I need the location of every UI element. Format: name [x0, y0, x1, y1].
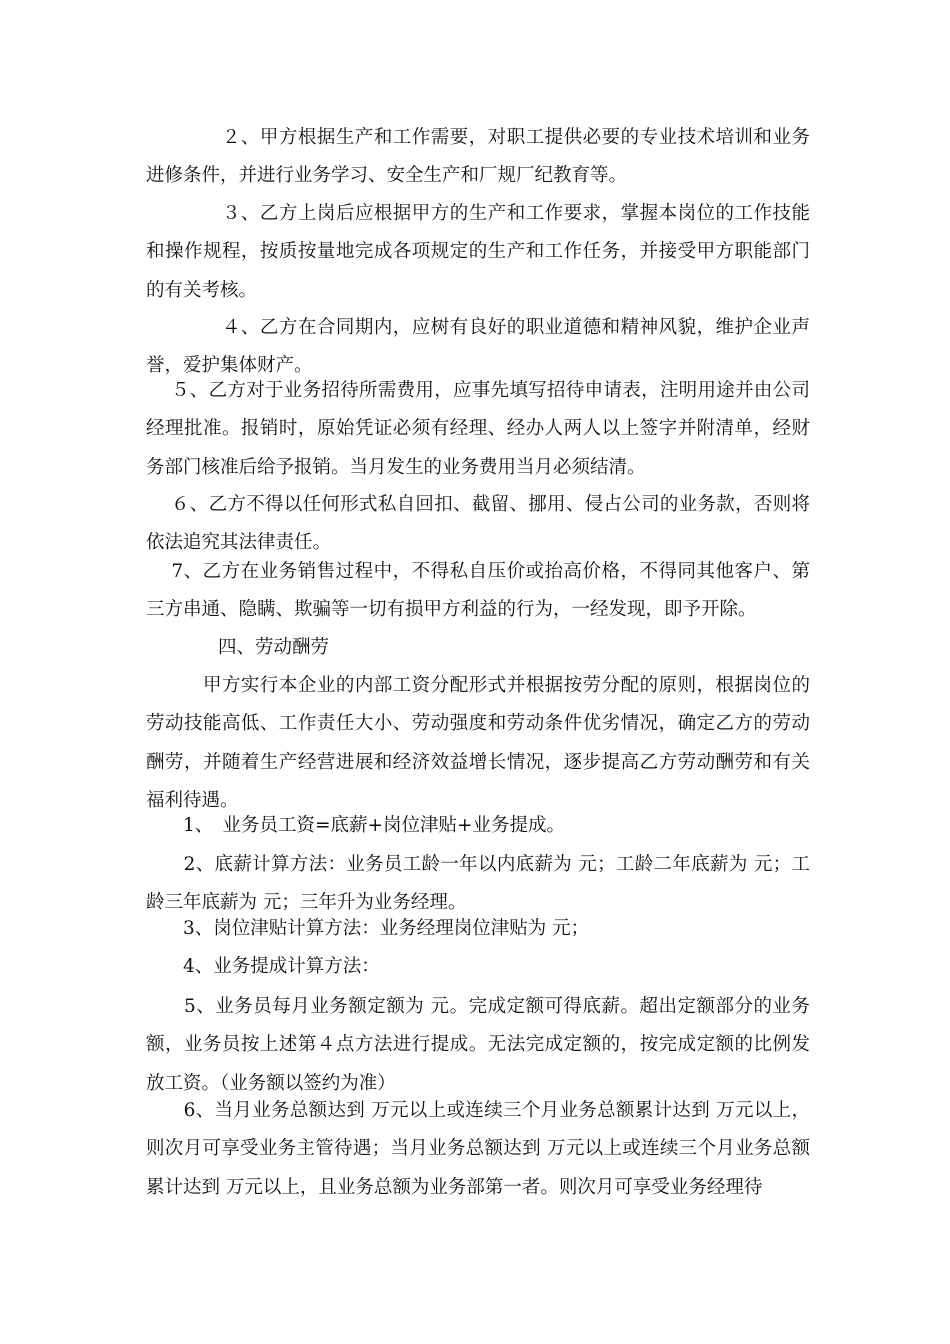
- salary-item-2: 2、底薪计算方法：业务员工龄一年以内底薪为 元；工龄二年底薪为 元；工龄三年底薪为 元；三年升为业务经理。: [146, 854, 810, 914]
- salary-item-6: 6、当月业务总额达到 万元以上或连续三个月业务总额累计达到 万元以上，则次月可享受业务主管待遇；当月业务总额达到 万元以上或连续三个月业务总额累计达到 万元以上，且业务总额为业务部第一者。则次月可享受业务经理待: [146, 1100, 810, 1198]
- clause-5-paragraph: ５、乙方对于业务招待所需费用，应事先填写招待申请表，注明用途并由公司经理批准。报销时，原始凭证必须有经理、经办人两人以上签字并附清单，经财务部门核准后给予报销。当月发生的业务费用当月必须结清。: [146, 380, 810, 478]
- salary-item-4: 4、业务提成计算方法：: [146, 956, 380, 977]
- labor-pay-intro-paragraph: 甲方实行本企业的内部工资分配形式并根据按劳分配的原则，根据岗位的劳动技能高低、工作责任大小、劳动强度和劳动条件优劣情况，确定乙方的劳动酬劳，并随着生产经营进展和经济效益增长情况，逐步提高乙方劳动酬劳和有关福利待遇。: [146, 675, 810, 812]
- clause-3-paragraph: ３、乙方上岗后应根据甲方的生产和工作要求，掌握本岗位的工作技能和操作规程，按质按量地完成各项规定的生产和工作任务，并接受甲方职能部门的有关考核。: [146, 203, 810, 301]
- clause-6-paragraph: ６、乙方不得以任何形式私自回扣、截留、挪用、侵占公司的业务款，否则将依法追究其法律责任。: [146, 494, 810, 554]
- section-heading-labor-pay: 四、劳动酬劳: [218, 637, 330, 658]
- salary-item-3: 3、岗位津贴计算方法：业务经理岗位津贴为 元；: [146, 918, 590, 939]
- clause-4-paragraph: ４、乙方在合同期内，应树有良好的职业道德和精神风貌，维护企业声誉，爱护集体财产。: [146, 317, 810, 377]
- salary-item-5: 5、业务员每月业务额定额为 元。完成定额可得底薪。超出定额部分的业务额，业务员按上述第４点方法进行提成。无法完成定额的，按完成定额的比例发放工资。（业务额以签约为准）: [146, 996, 810, 1094]
- clause-2-paragraph: ２、甲方根据生产和工作需要，对职工提供必要的专业技术培训和业务进修条件，并进行业务学习、安全生产和厂规厂纪教育等。: [146, 127, 810, 187]
- clause-7-paragraph: 7、乙方在业务销售过程中，不得私自压价或抬高价格，不得同其他客户、第三方串通、隐瞒、欺骗等一切有损甲方利益的行为，一经发现，即予开除。: [146, 561, 810, 621]
- salary-item-1: 1、 业务员工资=底薪+岗位津贴+业务提成。: [146, 815, 566, 836]
